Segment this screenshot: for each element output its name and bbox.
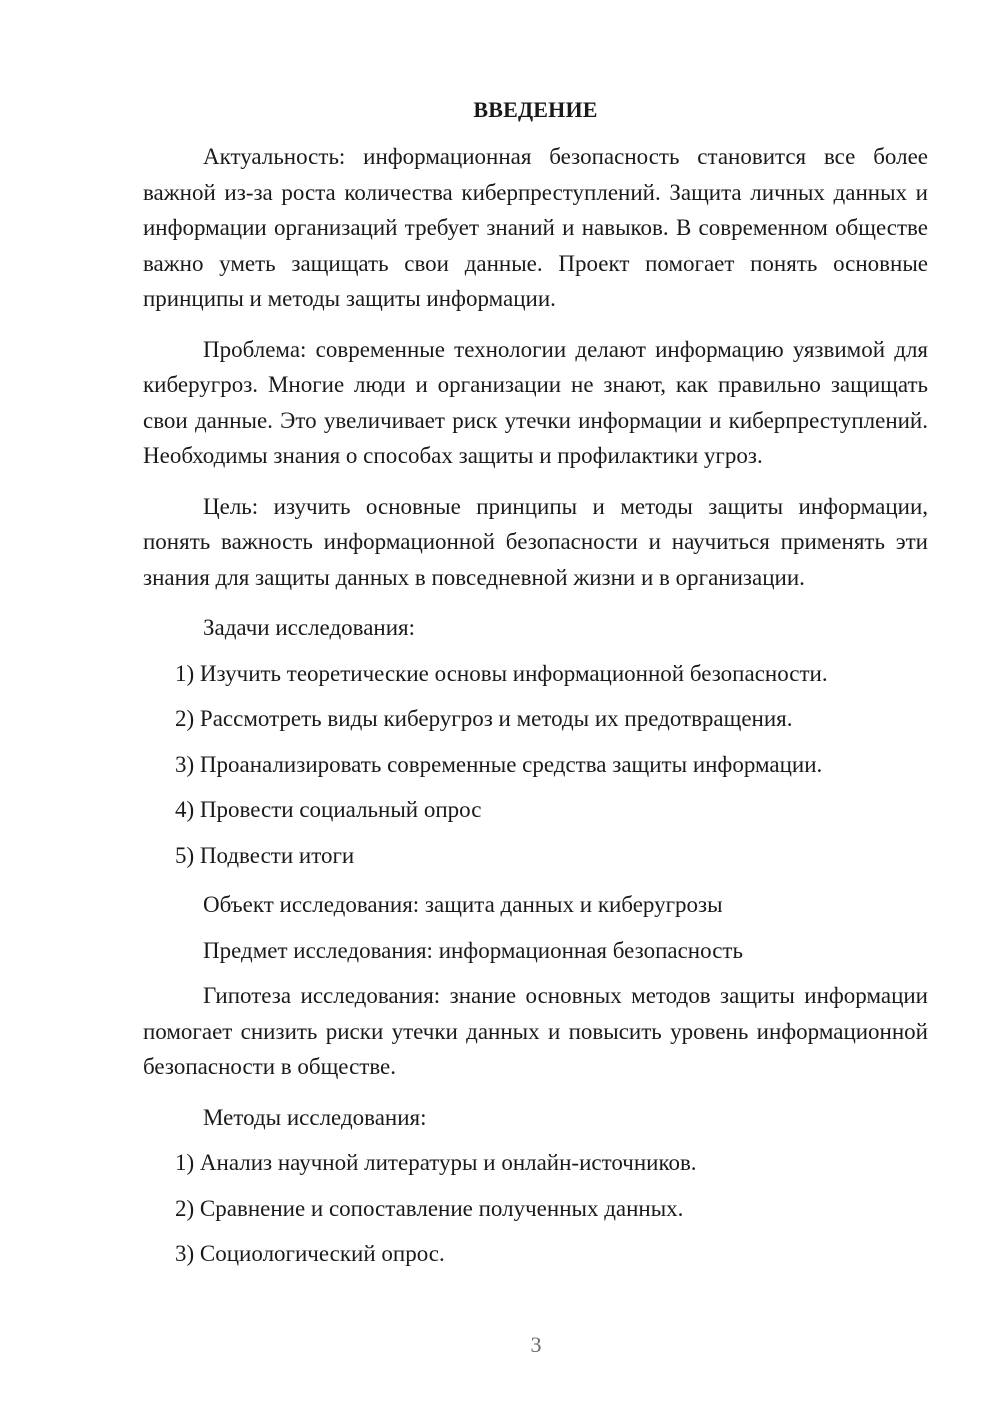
- task-item-1: 1) Изучить теоретические основы информационной безопасности.: [175, 660, 828, 686]
- task-item-5: 5) Подвести итоги: [175, 842, 355, 868]
- problem-paragraph: Проблема: современные технологии делают информацию уязвимой для киберугроз. Многие люди и организации не знают, как правильно защищать свои данные. Это увеличивает риск утечки информации и киберпреступлений. Необходимы знания о способах защиты и профилактики угроз.: [143, 336, 928, 468]
- method-item-3: 3) Социологический опрос.: [175, 1241, 445, 1266]
- method-item-1: 1) Анализ научной литературы и онлайн-источников.: [175, 1150, 697, 1175]
- page-title: ВВЕДЕНИЕ: [473, 97, 598, 122]
- methods-heading: Методы исследования:: [203, 1104, 427, 1130]
- research-subject: Предмет исследования: информационная безопасность: [203, 937, 743, 963]
- tasks-heading: Задачи исследования:: [203, 615, 416, 640]
- goal-paragraph: Цель: изучить основные принципы и методы защиты информации, понять важность информационной безопасности и научиться применять эти знания для защиты данных в повседневной жизни и в организации.: [143, 493, 928, 590]
- task-item-2: 2) Рассмотреть виды киберугроз и методы их предотвращения.: [175, 706, 793, 731]
- hypothesis-paragraph: Гипотеза исследования: знание основных методов защиты информации помогает снизить риски утечки данных и повысить уровень информационной безопасности в обществе.: [143, 983, 928, 1079]
- page-content: [143, 94, 928, 1272]
- method-item-2: 2) Сравнение и сопоставление полученных данных.: [175, 1195, 684, 1221]
- tasks-list: [143, 656, 928, 874]
- task-item-4: 4) Провести социальный опрос: [175, 797, 482, 822]
- page-number: 3: [530, 1332, 542, 1357]
- research-object: Объект исследования: защита данных и киберугрозы: [203, 892, 723, 917]
- task-item-3: 3) Проанализировать современные средства защиты информации.: [175, 751, 823, 777]
- relevance-paragraph: Актуальность: информационная безопасность становится все более важной из-за роста количества киберпреступлений. Защита личных данных и информации организаций требует знаний и навыков. В современном обществе важно уметь защищать свои данные. Проект помогает понять основные принципы и методы защиты информации.: [143, 144, 928, 311]
- methods-list: [143, 1145, 928, 1272]
